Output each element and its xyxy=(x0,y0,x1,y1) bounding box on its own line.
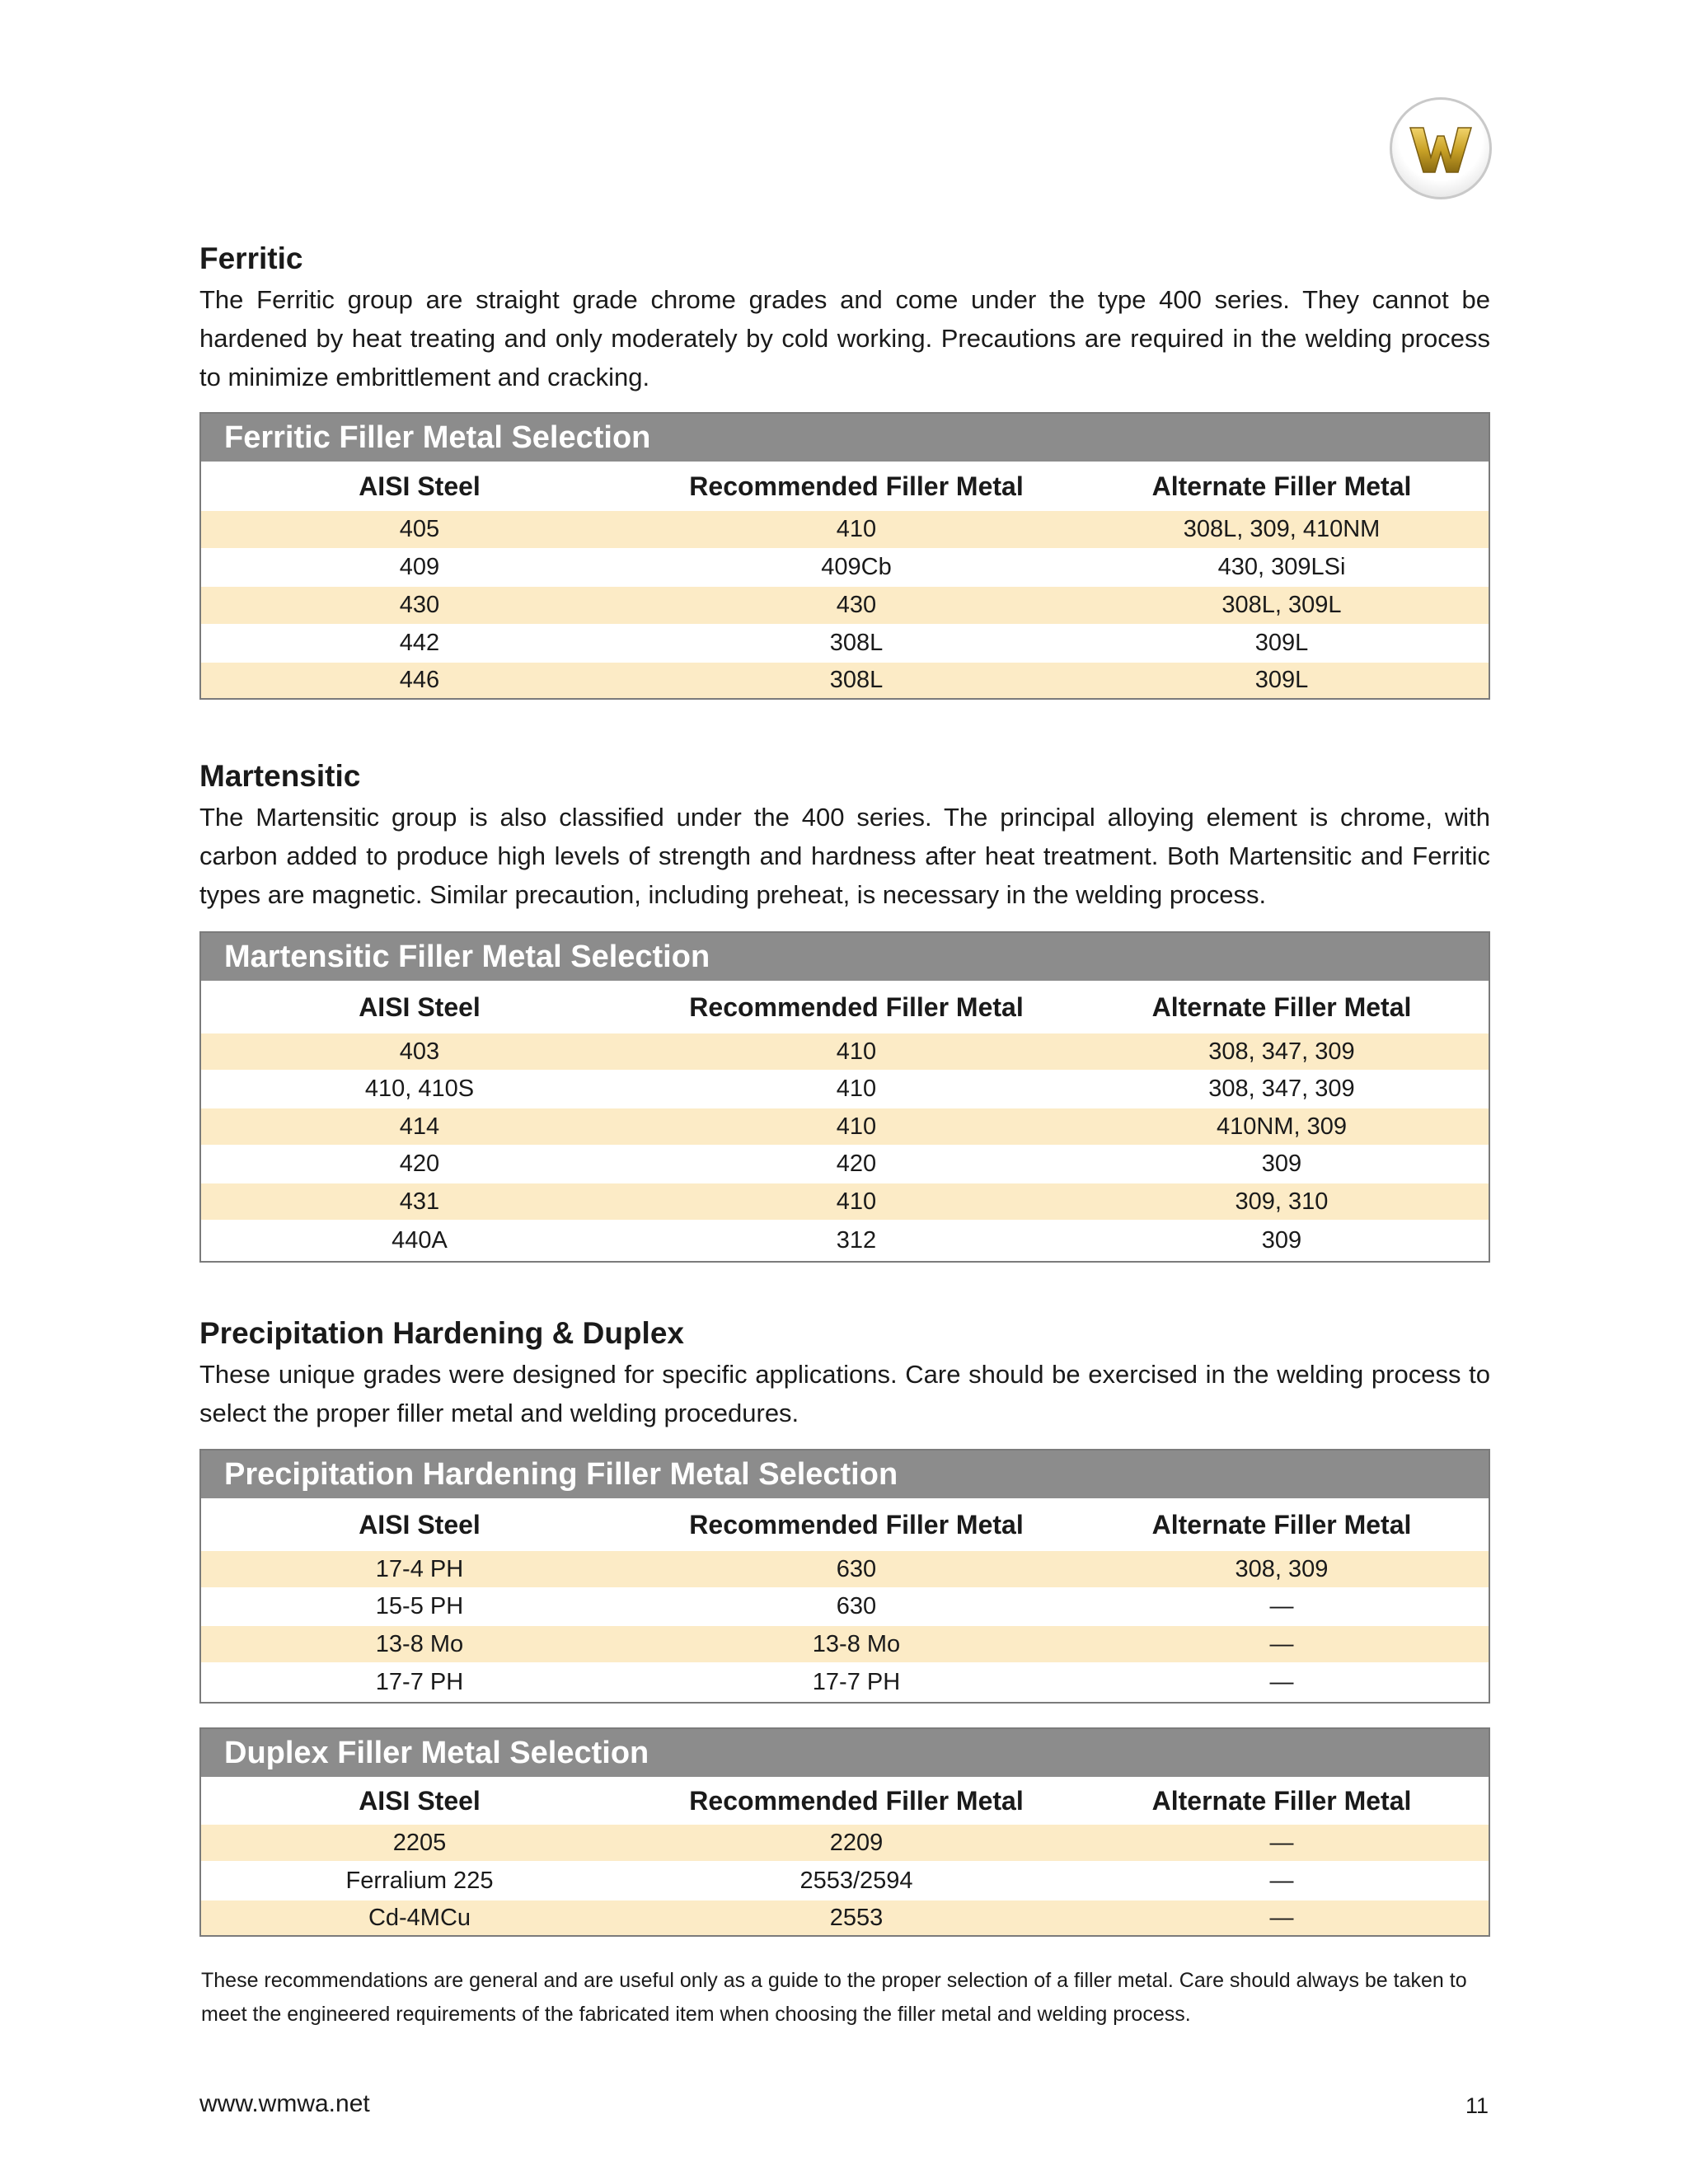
ph-duplex-heading: Precipitation Hardening & Duplex xyxy=(199,1316,684,1350)
ph-duplex-paragraph: These unique grades were designed for specific applications. Care should be exercised in the welding process to select the proper filler metal and welding procedures. xyxy=(199,1360,1490,1427)
table-cell: 309L xyxy=(1254,667,1309,693)
table-cell: 410 xyxy=(836,1188,877,1215)
table-cell: 2205 xyxy=(392,1830,447,1856)
table-cell: 308, 347, 309 xyxy=(1208,1038,1355,1065)
table-row xyxy=(201,1033,1489,1070)
table-row xyxy=(201,1070,1489,1108)
table-cell: 410 xyxy=(836,516,877,542)
table-cell: 410 xyxy=(836,1038,877,1065)
table-cell: 17-7 PH xyxy=(812,1669,901,1695)
table-cell: 308, 347, 309 xyxy=(1208,1076,1355,1102)
table-row xyxy=(201,1626,1489,1662)
table-row xyxy=(201,1662,1489,1702)
table-row xyxy=(201,1551,1489,1587)
table-cell: — xyxy=(1269,1669,1294,1695)
martensitic-table-title: Martensitic Filler Metal Selection xyxy=(201,933,1489,981)
table-cell: — xyxy=(1269,1830,1294,1856)
table-row xyxy=(201,1220,1489,1261)
table-cell: 308, 309 xyxy=(1235,1556,1329,1582)
table-cell: 308L xyxy=(829,630,884,656)
ph-table xyxy=(199,1449,1490,1704)
table-cell: 2209 xyxy=(829,1830,884,1856)
table-cell: 17-7 PH xyxy=(375,1669,464,1695)
column-header: Recommended Filler Metal xyxy=(689,992,1024,1022)
table-cell: 308L xyxy=(829,667,884,693)
duplex-table-header xyxy=(201,1777,1489,1825)
ferritic-heading: Ferritic xyxy=(199,241,303,275)
table-cell: — xyxy=(1269,1868,1294,1894)
table-cell: 410 xyxy=(836,1076,877,1102)
table-cell: — xyxy=(1269,1905,1294,1931)
table-row xyxy=(201,1587,1489,1626)
column-header: Alternate Filler Metal xyxy=(1151,992,1412,1022)
table-cell: 308L, 309, 410NM xyxy=(1183,516,1381,542)
table-cell: 442 xyxy=(399,630,440,656)
table-cell: 308L, 309L xyxy=(1221,592,1342,618)
table-cell: 410, 410S xyxy=(364,1076,475,1102)
duplex-table xyxy=(199,1727,1490,1937)
footer-website-link[interactable]: www.wmwa.net xyxy=(199,2090,370,2117)
table-cell: 2553 xyxy=(829,1905,884,1931)
table-row xyxy=(201,663,1489,698)
column-header: Alternate Filler Metal xyxy=(1151,471,1412,501)
table-cell: 630 xyxy=(836,1593,877,1619)
w-logo-icon xyxy=(1392,100,1489,197)
table-row xyxy=(201,587,1489,624)
duplex-table-title: Duplex Filler Metal Selection xyxy=(201,1729,1489,1777)
martensitic-table-header xyxy=(201,981,1489,1033)
table-cell: Ferralium 225 xyxy=(345,1868,494,1894)
column-header: AISI Steel xyxy=(359,471,481,501)
table-cell: — xyxy=(1269,1631,1294,1657)
table-cell: 13-8 Mo xyxy=(812,1631,901,1657)
column-header: AISI Steel xyxy=(359,1786,481,1816)
table-cell: 430 xyxy=(399,592,440,618)
ferritic-table-header xyxy=(201,462,1489,511)
table-cell: — xyxy=(1269,1593,1294,1619)
table-cell: 15-5 PH xyxy=(375,1593,464,1619)
ph-table-title: Precipitation Hardening Filler Metal Selection xyxy=(201,1451,1489,1498)
table-cell: 312 xyxy=(836,1227,877,1254)
table-cell: 446 xyxy=(399,667,440,693)
table-cell: 630 xyxy=(836,1556,877,1582)
table-cell: Cd-4MCu xyxy=(368,1905,471,1931)
table-cell: 410NM, 309 xyxy=(1217,1113,1347,1140)
column-header: Alternate Filler Metal xyxy=(1151,1510,1412,1540)
company-logo xyxy=(1390,97,1492,199)
column-header: Alternate Filler Metal xyxy=(1151,1786,1412,1816)
table-cell: 309L xyxy=(1254,630,1309,656)
ph-table-header xyxy=(201,1498,1489,1551)
martensitic-heading: Martensitic xyxy=(199,759,361,793)
ferritic-table-title: Ferritic Filler Metal Selection xyxy=(201,414,1489,462)
table-cell: 309 xyxy=(1261,1151,1302,1177)
table-cell: 309, 310 xyxy=(1235,1188,1329,1215)
table-row xyxy=(201,1861,1489,1900)
table-row xyxy=(201,624,1489,663)
column-header: AISI Steel xyxy=(359,1510,481,1540)
table-row xyxy=(201,1183,1489,1220)
table-cell: 430 xyxy=(836,592,877,618)
table-cell: 431 xyxy=(399,1188,440,1215)
table-row xyxy=(201,1108,1489,1145)
table-cell: 403 xyxy=(399,1038,440,1065)
disclaimer-note: These recommendations are general and are useful only as a guide to the proper selection of a filler metal. Care should always be taken to meet the engineered requirements of the fabricated item when choosing the filler metal and welding process. xyxy=(201,1969,1467,2026)
table-cell: 13-8 Mo xyxy=(375,1631,464,1657)
table-row xyxy=(201,1145,1489,1183)
table-cell: 410 xyxy=(836,1113,877,1140)
table-cell: 409 xyxy=(399,554,440,580)
column-header: Recommended Filler Metal xyxy=(689,1786,1024,1816)
table-cell: 430, 309LSi xyxy=(1217,554,1346,580)
table-cell: 405 xyxy=(399,516,440,542)
column-header: Recommended Filler Metal xyxy=(689,1510,1024,1540)
table-row xyxy=(201,1900,1489,1935)
column-header: Recommended Filler Metal xyxy=(689,471,1024,501)
table-cell: 414 xyxy=(399,1113,440,1140)
table-row xyxy=(201,548,1489,587)
martensitic-paragraph: The Martensitic group is also classified under the 400 series. The principal alloying element is chrome, with carbon added to produce high levels of strength and hardness after heat treatment. Both Martensitic and Ferritic types are magnetic. Similar precaution, including preheat, is necessary in the welding process. xyxy=(199,803,1490,909)
table-cell: 420 xyxy=(399,1151,440,1177)
table-cell: 420 xyxy=(836,1151,877,1177)
table-row xyxy=(201,1825,1489,1861)
table-cell: 2553/2594 xyxy=(799,1868,913,1894)
table-cell: 409Cb xyxy=(821,554,892,580)
table-row xyxy=(201,511,1489,548)
table-cell: 440A xyxy=(392,1227,448,1254)
martensitic-table xyxy=(199,931,1490,1263)
column-header: AISI Steel xyxy=(359,992,481,1022)
ferritic-table xyxy=(199,412,1490,700)
page-number: 11 xyxy=(1465,2093,1489,2118)
ferritic-paragraph: The Ferritic group are straight grade chrome grades and come under the type 400 series. They cannot be hardened by heat treating and only moderately by cold working. Precautions are required in the welding process to minimize embrittlement and cracking. xyxy=(199,285,1490,391)
table-cell: 17-4 PH xyxy=(375,1556,464,1582)
table-cell: 309 xyxy=(1261,1227,1302,1254)
